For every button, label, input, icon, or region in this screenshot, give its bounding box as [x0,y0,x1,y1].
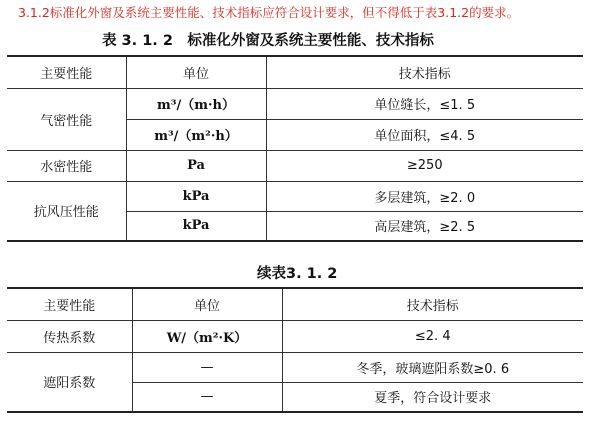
spec-cell: 多层建筑，≥2. 0 [266,181,583,211]
unit-cell: kPa [126,211,266,241]
unit-cell: kPa [126,181,266,211]
unit-cell: — [132,382,282,412]
unit-cell: — [132,352,282,382]
property-shading: 遮阳系数 [7,352,132,412]
header-main-performance: 主要性能 [7,288,132,320]
property-heat-transfer: 传热系数 [7,320,132,352]
header-main-performance: 主要性能 [7,56,126,88]
unit-cell: m³/（m·h） [126,88,266,119]
table-row [7,150,583,181]
table-header-row [7,56,583,88]
property-wind-pressure: 抗风压性能 [7,181,126,241]
continued-performance-table [7,287,583,413]
table-caption: 表 3. 1. 2 标准化外窗及系统主要性能、技术指标 [102,33,434,49]
header-unit: 单位 [132,288,282,320]
spec-cell: 单位缝长，≤1. 5 [266,88,583,119]
unit-cell: m³/（m²·h） [126,119,266,150]
spec-cell: ≤2. 4 [282,320,583,352]
spec-cell: ≥250 [266,150,583,181]
table-header-row [7,288,583,320]
table-row [7,352,583,382]
unit-cell: W/（m²·K） [132,320,282,352]
requirement-note: 3.1.2标准化外窗及系统主要性能、技术指标应符合设计要求，但不得低于表3.1.2的要求。 [18,5,520,20]
performance-table [7,55,583,242]
header-unit: 单位 [126,56,266,88]
spec-cell: 夏季，符合设计要求 [282,382,583,412]
property-airtightness: 气密性能 [7,88,126,150]
spec-cell: 单位面积，≤4. 5 [266,119,583,150]
table-row [7,181,583,211]
header-technical-index: 技术指标 [266,56,583,88]
header-technical-index: 技术指标 [282,288,583,320]
table-row [7,88,583,119]
continued-table-caption: 续表3. 1. 2 [257,266,338,282]
property-watertightness: 水密性能 [7,150,126,181]
spec-cell: 高层建筑，≥2. 5 [266,211,583,241]
unit-cell: Pa [126,150,266,181]
spec-cell: 冬季，玻璃遮阳系数≥0. 6 [282,352,583,382]
table-row [7,320,583,352]
